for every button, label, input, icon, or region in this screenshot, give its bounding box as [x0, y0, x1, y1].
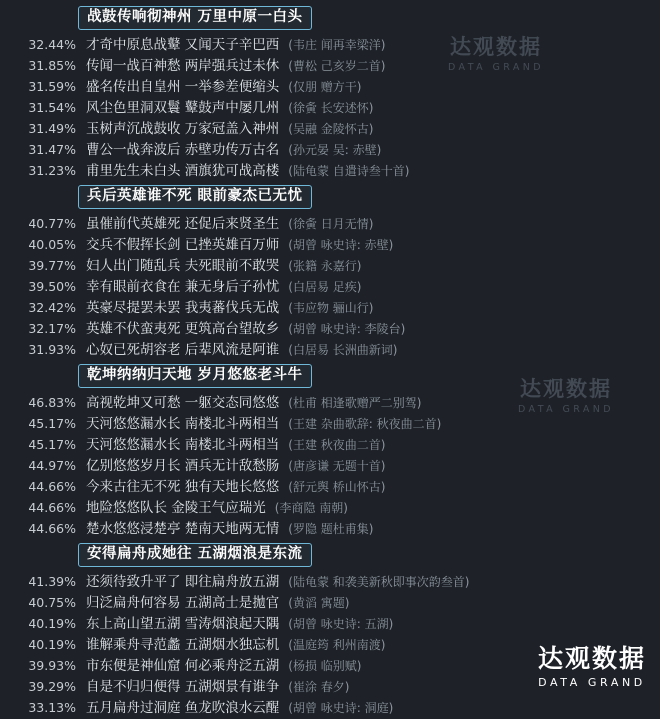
- watermark-title: 达观数据: [537, 643, 646, 673]
- watermark-title: 达观数据: [450, 35, 542, 59]
- poem-result-row[interactable]: [0, 655, 660, 676]
- poem-line: 盛名传出自皇州 一举参差便缩头: [86, 79, 280, 95]
- poem-result-row[interactable]: [0, 571, 660, 592]
- similarity-score: 33.13%: [28, 700, 76, 715]
- poem-source: (黄滔 寓题): [288, 596, 350, 610]
- poem-source: (温庭筠 利州南渡): [288, 638, 386, 652]
- similarity-score: 40.19%: [28, 616, 76, 631]
- poem-result-row[interactable]: [0, 613, 660, 634]
- poem-result-row[interactable]: [0, 213, 660, 234]
- similarity-score: 40.75%: [28, 595, 76, 610]
- poem-result-row[interactable]: [0, 76, 660, 97]
- similarity-score: 31.54%: [28, 100, 76, 115]
- similarity-score: 41.39%: [28, 574, 76, 589]
- poem-source: (张籍 永嘉行): [288, 259, 362, 273]
- similarity-score: 40.19%: [28, 637, 76, 652]
- similarity-score: 39.50%: [28, 279, 76, 294]
- similarity-score: 39.29%: [28, 679, 76, 694]
- similarity-score: 31.23%: [28, 163, 76, 178]
- poem-result-row[interactable]: [0, 297, 660, 318]
- poem-source: (白居易 足疾): [288, 280, 362, 294]
- poem-source: (罗隐 题杜甫集): [288, 522, 374, 536]
- similarity-score: 39.77%: [28, 258, 76, 273]
- poem-source: (王建 杂曲歌辞: 秋夜曲二首): [288, 417, 442, 431]
- poem-line: 妇人出门随乱兵 夫死眼前不敢哭: [86, 258, 280, 274]
- similarity-score: 44.97%: [28, 458, 76, 473]
- poem-line: 天河悠悠漏水长 南楼北斗两相当: [86, 416, 280, 432]
- poem-source: (杜甫 相逢歌赠严二别驾): [288, 396, 422, 410]
- poem-result-row[interactable]: [0, 455, 660, 476]
- poem-source: (韦庄 闻再幸梁洋): [288, 38, 386, 52]
- poem-line: 天河悠悠漏水长 南楼北斗两相当: [86, 437, 280, 453]
- poem-line: 交兵不假挥长剑 已挫英雄百万师: [86, 237, 280, 253]
- poem-source: (舒元舆 桥山怀古): [288, 480, 386, 494]
- poem-line: 心奴已死胡容老 后辈风流是阿谁: [86, 342, 280, 358]
- poem-line: 风尘色里洞双鬟 鼙鼓声中屡几州: [86, 100, 280, 116]
- poem-line: 英豪尽提罢未罢 我夷蕃伐兵无战: [86, 300, 280, 316]
- poem-line: 谁解乘舟寻范蠡 五湖烟水独忘机: [86, 637, 280, 653]
- poem-source: (胡曾 咏史诗: 李陵台): [288, 322, 406, 336]
- poem-group-header: 安得扁舟成她往 五湖烟浪是东流: [78, 543, 312, 567]
- poem-result-row[interactable]: [0, 518, 660, 539]
- poem-result-row[interactable]: [0, 118, 660, 139]
- poem-line: 甫里先生未白头 酒旗犹可战高楼: [86, 163, 280, 179]
- poem-source: (仅朋 赠方干): [288, 80, 362, 94]
- poem-line: 楚水悠悠浸楚亭 楚南天地两无情: [86, 521, 280, 537]
- watermark-title: 达观数据: [520, 377, 612, 401]
- poem-source: (白居易 长洲曲新词): [288, 343, 398, 357]
- poem-group-header: 兵后英雄谁不死 眼前豪杰已无忧: [78, 185, 312, 209]
- poem-line: 今来古往无不死 独有天地长悠悠: [86, 479, 280, 495]
- poem-result-row[interactable]: [0, 139, 660, 160]
- poem-result-row[interactable]: [0, 160, 660, 181]
- similarity-score: 44.66%: [28, 521, 76, 536]
- poem-source: (王建 秋夜曲二首): [288, 438, 386, 452]
- poem-line: 虽催前代英雄死 还促后来贤圣生: [86, 216, 280, 232]
- poem-result-row[interactable]: [0, 234, 660, 255]
- poem-result-row[interactable]: [0, 634, 660, 655]
- similarity-score: 31.59%: [28, 79, 76, 94]
- poem-line: 亿别悠悠岁月长 酒兵无计敌愁肠: [86, 458, 280, 474]
- poem-source: (胡曾 咏史诗: 洞庭): [288, 701, 394, 715]
- poem-line: 高视乾坤又可愁 一躯交态同悠悠: [86, 395, 280, 411]
- poem-line: 东上高山望五湖 雪涛烟浪起天隅: [86, 616, 280, 632]
- poem-group: [0, 2, 660, 181]
- poem-source: (吴融 金陵怀古): [288, 122, 374, 136]
- poem-result-row[interactable]: [0, 97, 660, 118]
- poem-line: 英雄不伏蛮夷死 更筑高台望故乡: [86, 321, 280, 337]
- similarity-score: 40.77%: [28, 216, 76, 231]
- poem-result-row[interactable]: [0, 434, 660, 455]
- similarity-score: 32.44%: [28, 37, 76, 52]
- poem-result-row[interactable]: [0, 339, 660, 360]
- poem-result-row[interactable]: [0, 255, 660, 276]
- watermark-subtitle: DATA GRAND: [518, 403, 614, 415]
- poem-result-row[interactable]: [0, 276, 660, 297]
- poem-line: 玉树声沉战鼓收 万家冠盖入神州: [86, 121, 280, 137]
- watermark-subtitle: DATA GRAND: [448, 61, 544, 73]
- poem-source: (韦应物 骊山行): [288, 301, 374, 315]
- similarity-score: 32.17%: [28, 321, 76, 336]
- poem-result-row[interactable]: [0, 476, 660, 497]
- poem-source: (徐夤 日月无情): [288, 217, 374, 231]
- similarity-score: 46.83%: [28, 395, 76, 410]
- similarity-score: 45.17%: [28, 437, 76, 452]
- poem-group-header: 乾坤纳纳归天地 岁月悠悠老斗牛: [78, 364, 312, 388]
- poem-result-row[interactable]: [0, 55, 660, 76]
- poem-result-row[interactable]: [0, 392, 660, 413]
- poem-result-row[interactable]: [0, 318, 660, 339]
- poem-line: 传闻一战百神愁 两岸强兵过未休: [86, 58, 280, 74]
- poem-group: [0, 181, 660, 360]
- similarity-score: 32.42%: [28, 300, 76, 315]
- poem-line: 才奇中原息战鼙 又闻天子辛巴西: [86, 37, 280, 53]
- similarity-score: 40.05%: [28, 237, 76, 252]
- poem-result-row[interactable]: [0, 592, 660, 613]
- poem-source: (陆龟蒙 和袭美新秋即事次韵叁首): [288, 575, 470, 589]
- poem-line: 还须待致升平了 即往扁舟放五湖: [86, 574, 280, 590]
- similarity-score: 31.85%: [28, 58, 76, 73]
- poem-source: (崔涂 春夕): [288, 680, 350, 694]
- poem-source: (孙元晏 吴: 赤壁): [288, 143, 382, 157]
- similarity-score: 39.93%: [28, 658, 76, 673]
- poem-line: 幸有眼前衣食在 兼无身后子孙忧: [86, 279, 280, 295]
- similarity-score: 44.66%: [28, 500, 76, 515]
- poem-line: 归泛扁舟何容易 五湖高士是拋官: [86, 595, 280, 611]
- poem-result-row[interactable]: [0, 697, 660, 718]
- poem-source: (杨损 临别赋): [288, 659, 362, 673]
- poem-line: 自是不归归便得 五湖烟景有谁争: [86, 679, 280, 695]
- poem-group: [0, 539, 660, 718]
- poem-group: [0, 360, 660, 539]
- poem-group-header: 战鼓传响彻神州 万里中原一白头: [78, 6, 312, 30]
- poem-line: 地险悠悠队长 金陵王气应瑞光: [86, 500, 266, 516]
- similarity-score: 31.49%: [28, 121, 76, 136]
- poem-line: 五月扁舟过洞庭 鱼龙吹浪水云醒: [86, 700, 280, 716]
- poem-result-row[interactable]: [0, 497, 660, 518]
- poem-result-row[interactable]: [0, 413, 660, 434]
- poem-line: 曹公一战奔波后 赤壁功传万古名: [86, 142, 280, 158]
- watermark-subtitle: DATA GRAND: [538, 675, 646, 689]
- poem-result-row[interactable]: [0, 34, 660, 55]
- poem-groups-container: [0, 2, 660, 718]
- poem-source: (唐彦谦 无题十首): [288, 459, 386, 473]
- poem-source: (曹松 己亥岁二首): [288, 59, 386, 73]
- poem-source: (李商隐 南朝): [274, 501, 348, 515]
- poem-source: (胡曾 咏史诗: 五湖): [288, 617, 394, 631]
- poem-source: (陆龟蒙 自遣诗叁十首): [288, 164, 410, 178]
- poem-source: (徐夤 长安述怀): [288, 101, 374, 115]
- similarity-score: 44.66%: [28, 479, 76, 494]
- poem-source: (胡曾 咏史诗: 赤壁): [288, 238, 394, 252]
- similarity-score: 31.47%: [28, 142, 76, 157]
- poem-result-row[interactable]: [0, 676, 660, 697]
- poem-line: 市东便是神仙窟 何必乘舟泛五湖: [86, 658, 280, 674]
- similarity-score: 45.17%: [28, 416, 76, 431]
- similarity-score: 31.93%: [28, 342, 76, 357]
